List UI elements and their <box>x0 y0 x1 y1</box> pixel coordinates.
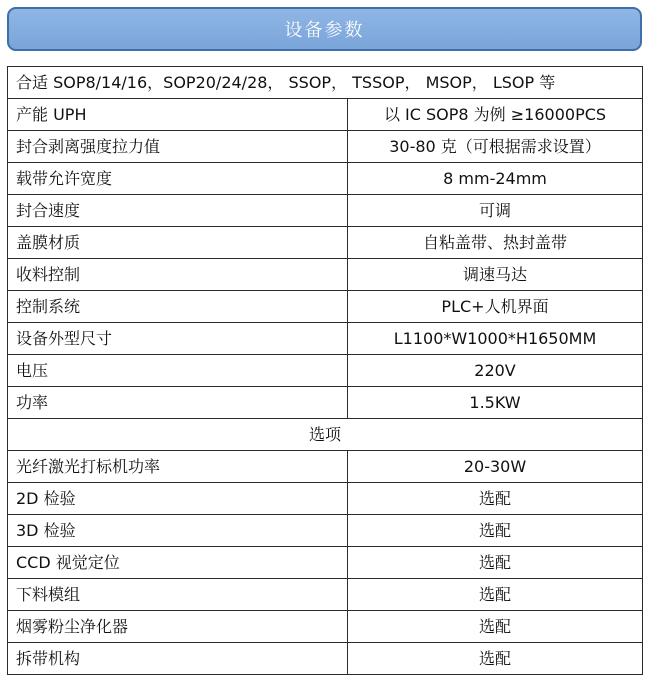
table-row <box>8 195 643 227</box>
table-row <box>8 131 643 163</box>
table-row <box>8 483 643 515</box>
page-title: 设备参数 <box>284 20 365 41</box>
param-label: 产能 UPH <box>8 99 348 131</box>
param-value: 调速马达 <box>348 259 643 291</box>
option-value: 选配 <box>348 643 643 675</box>
param-label: 电压 <box>8 355 348 387</box>
table-row <box>8 259 643 291</box>
param-label: 封合剥离强度拉力值 <box>8 131 348 163</box>
param-label: 控制系统 <box>8 291 348 323</box>
param-value: PLC+人机界面 <box>348 291 643 323</box>
option-label: 光纤激光打标机功率 <box>8 451 348 483</box>
option-label: 2D 检验 <box>8 483 348 515</box>
options-section-header: 选项 <box>8 419 643 451</box>
option-value: 选配 <box>348 515 643 547</box>
param-label: 封合速度 <box>8 195 348 227</box>
table-row <box>8 387 643 419</box>
option-label: CCD 视觉定位 <box>8 547 348 579</box>
parameters-table <box>7 66 643 675</box>
param-value: 8 mm-24mm <box>348 163 643 195</box>
option-value: 选配 <box>348 547 643 579</box>
param-value: 以 IC SOP8 为例 ≥16000PCS <box>348 99 643 131</box>
option-label: 3D 检验 <box>8 515 348 547</box>
option-value: 选配 <box>348 579 643 611</box>
param-label: 载带允许宽度 <box>8 163 348 195</box>
option-value: 20-30W <box>348 451 643 483</box>
table-row <box>8 67 643 99</box>
param-label: 盖膜材质 <box>8 227 348 259</box>
table-row <box>8 419 643 451</box>
param-value: 1.5KW <box>348 387 643 419</box>
option-label: 烟雾粉尘净化器 <box>8 611 348 643</box>
table-row <box>8 643 643 675</box>
table-row <box>8 227 643 259</box>
param-value: L1100*W1000*H1650MM <box>348 323 643 355</box>
table-row <box>8 451 643 483</box>
option-value: 选配 <box>348 611 643 643</box>
option-label: 拆带机构 <box>8 643 348 675</box>
param-value: 30-80 克（可根据需求设置） <box>348 131 643 163</box>
compatible-packages-cell: 合适 SOP8/14/16，SOP20/24/28， SSOP， TSSOP， MSOP， LSOP 等 <box>8 67 643 99</box>
table-row <box>8 515 643 547</box>
param-value: 220V <box>348 355 643 387</box>
param-value: 可调 <box>348 195 643 227</box>
param-label: 设备外型尺寸 <box>8 323 348 355</box>
table-row <box>8 99 643 131</box>
table-row <box>8 163 643 195</box>
table-row <box>8 291 643 323</box>
table-row <box>8 611 643 643</box>
title-bar <box>7 7 642 51</box>
param-label: 功率 <box>8 387 348 419</box>
table-row <box>8 323 643 355</box>
option-value: 选配 <box>348 483 643 515</box>
param-value: 自粘盖带、热封盖带 <box>348 227 643 259</box>
table-row <box>8 355 643 387</box>
option-label: 下料模组 <box>8 579 348 611</box>
table-row <box>8 579 643 611</box>
table-row <box>8 547 643 579</box>
param-label: 收料控制 <box>8 259 348 291</box>
